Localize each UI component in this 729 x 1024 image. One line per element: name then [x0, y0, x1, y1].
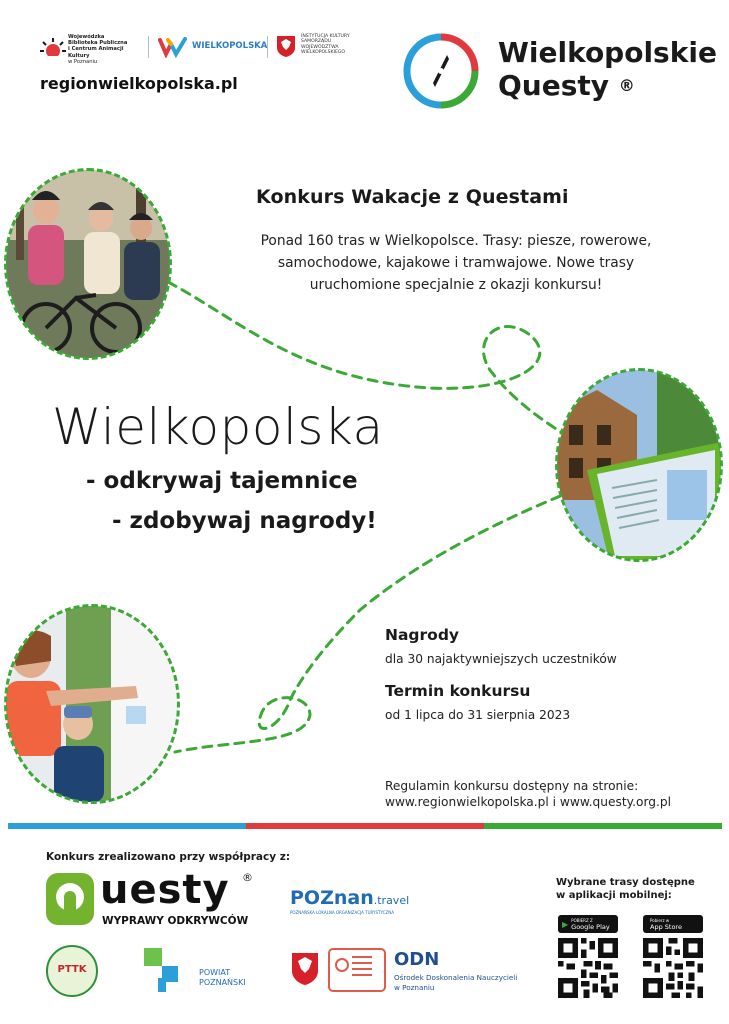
questy-logo: [46, 867, 261, 931]
apple-label: App Store: [650, 922, 682, 931]
powiat-line-2: POZNAŃSKI: [199, 978, 246, 987]
apple-small: Pobierz w: [650, 917, 670, 923]
qr-code-apple[interactable]: [643, 938, 703, 998]
google-play-button[interactable]: [558, 915, 618, 933]
questy-reg: ®: [242, 871, 253, 884]
partners-label: Konkurs zrealizowano przy współpracy z:: [46, 851, 291, 863]
contest-title: Konkurs Wakacje z Questami: [256, 186, 569, 208]
prizes-title: Nagrody: [385, 626, 460, 644]
inst-line-2: SAMORZĄDU: [301, 39, 332, 45]
owl-book-icon: [328, 947, 386, 993]
stripe-red: [246, 823, 484, 829]
divider: [148, 36, 149, 58]
powiat-line-1: POWIAT: [199, 968, 231, 977]
odn-line-2: w Poznaniu: [394, 983, 435, 992]
wbp-line-3: i Centrum Animacji Kultury: [68, 46, 124, 59]
app-store-button[interactable]: [643, 915, 703, 933]
odn-title: ODN: [394, 949, 440, 970]
questy-word: uesty: [100, 867, 230, 913]
website-link[interactable]: regionwielkopolska.pl: [40, 74, 238, 93]
rules-links[interactable]: www.regionwielkopolska.pl i www.questy.org.pl: [385, 795, 671, 809]
divider: [267, 36, 268, 58]
sun-icon: [40, 36, 66, 62]
brand-registered: ®: [618, 76, 635, 95]
slogan-line-2: - zdobywaj nagrody!: [112, 508, 377, 534]
coat-of-arms-logo: [275, 34, 360, 60]
pttk-text: PTTK: [57, 964, 87, 975]
description-line-1: Ponad 160 tras w Wielkopolsce. Trasy: piesze, rowerowe,: [260, 233, 652, 249]
inst-line-4: WIELKOPOLSKIEGO: [301, 50, 346, 56]
stripe-blue: [8, 823, 246, 829]
wielkopolska-logo: [158, 36, 268, 58]
app-text-2: w aplikacji mobilnej:: [556, 890, 672, 901]
poznan-sub: POZNAŃSKA LOKALNA ORGANIZACJA TURYSTYCZNA: [290, 910, 394, 915]
photo-ring: [4, 604, 180, 804]
description-line-2: samochodowe, kajakowe i tramwajowe. Nowe trasy: [277, 255, 635, 271]
powiat-mark-icon: [144, 948, 162, 966]
wbp-line-4: w Poznaniu: [68, 58, 98, 65]
compass-icon: [403, 33, 479, 109]
google-small: POBIERZ Z: [571, 917, 593, 923]
description-line-3: uruchomione specjalnie z okazji konkursu!: [309, 277, 603, 293]
poznan-travel: .travel: [373, 894, 410, 907]
odn-logo: [290, 947, 530, 995]
pttk-logo: [46, 945, 98, 997]
photo-ring: [555, 368, 723, 562]
slogan-main: Wielkopolska: [52, 398, 384, 456]
term-text: od 1 lipca do 31 sierpnia 2023: [385, 708, 571, 722]
odn-line-1: Ośrodek Doskonalenia Nauczycieli: [394, 973, 518, 982]
inst-line-3: WOJEWÓDZTWA: [301, 44, 339, 50]
poznan-text: POZnan: [290, 887, 374, 909]
inst-line-1: INSTYTUCJA KULTURY: [301, 34, 350, 39]
app-text-1: Wybrane trasy dostępne: [556, 877, 695, 888]
stripe-green: [484, 823, 722, 829]
wbp-logo: [40, 34, 145, 68]
wielkopolska-text: WIELKOPOLSKA: [192, 41, 268, 51]
eagle-shield-icon: [275, 34, 297, 58]
questy-sub: WYPRAWY ODKRYWCÓW: [102, 915, 249, 927]
term-title: Termin konkursu: [385, 682, 531, 700]
w-mark-icon: [158, 36, 188, 58]
color-stripe: [8, 823, 722, 829]
photo-ring: [4, 168, 172, 360]
questy-q-icon: [46, 873, 94, 925]
play-icon: ▶: [562, 919, 569, 929]
rules-line-1: Regulamin konkursu dostępny na stronie:: [385, 779, 639, 793]
powiat-logo: [144, 948, 254, 994]
brand-questy: Questy: [498, 69, 610, 102]
prizes-text: dla 30 najaktywniejszych uczestników: [385, 652, 617, 666]
slogan-line-1: - odkrywaj tajemnice: [86, 468, 358, 494]
qr-code-google[interactable]: [558, 938, 618, 998]
brand-title-2: [498, 71, 635, 101]
wbp-line-2: Biblioteka Publiczna: [68, 40, 128, 47]
poznan-travel-logo: [290, 887, 410, 919]
brand-title-1: Wielkopolskie: [498, 36, 717, 69]
contest-description: [246, 230, 666, 296]
odn-shield-icon: [290, 951, 320, 987]
wbp-line-1: Wojewódzka: [68, 34, 105, 40]
google-label: Google Play: [571, 922, 610, 931]
